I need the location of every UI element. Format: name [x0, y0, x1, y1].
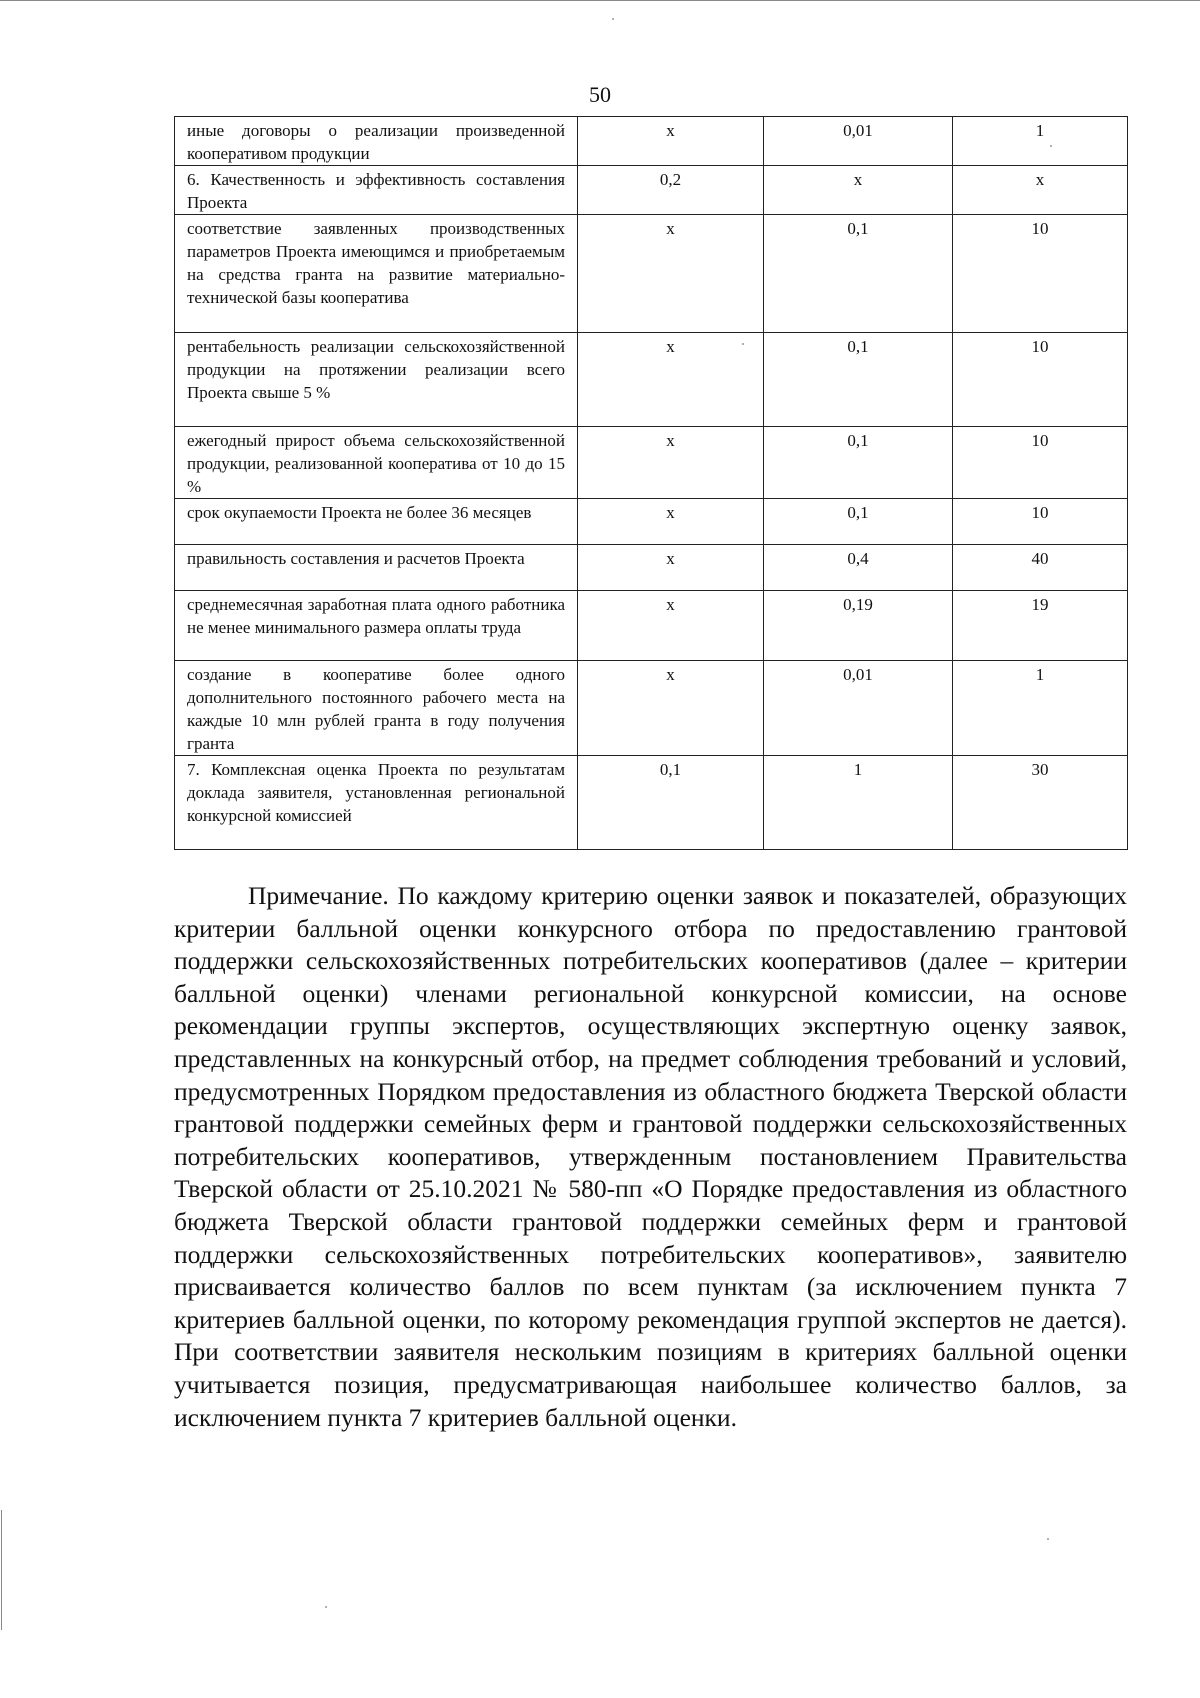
- weight-cell: 0,2: [578, 166, 764, 215]
- table-row: [175, 545, 1128, 591]
- weight-cell: 0,1: [578, 756, 764, 850]
- score-cell: 10: [953, 215, 1128, 333]
- weight-cell: x: [578, 591, 764, 661]
- table-row: [175, 591, 1128, 661]
- coefficient-cell: 0,1: [764, 499, 953, 545]
- scan-speck: [325, 1606, 327, 1608]
- scan-margin-line: [1, 1510, 2, 1630]
- table-row: [175, 117, 1128, 166]
- criterion-cell: соответствие заявленных производственных параметров Проекта имеющимся и приобретаемым на средства гранта на развитие материально-технической базы кооператива: [175, 215, 578, 333]
- criterion-cell: рентабельность реализации сельскохозяйственной продукции на протяжении реализации всего Проекта свыше 5 %: [175, 333, 578, 427]
- score-cell: 10: [953, 333, 1128, 427]
- coefficient-cell: 0,19: [764, 591, 953, 661]
- score-cell: 10: [953, 427, 1128, 499]
- weight-cell: x: [578, 117, 764, 166]
- scan-speck: [612, 18, 614, 20]
- weight-cell: x: [578, 499, 764, 545]
- scan-top-border: [0, 0, 1200, 1]
- score-cell: 40: [953, 545, 1128, 591]
- table-row: [175, 333, 1128, 427]
- weight-cell: x: [578, 333, 764, 427]
- criterion-cell: срок окупаемости Проекта не более 36 месяцев: [175, 499, 578, 545]
- table-row: [175, 166, 1128, 215]
- score-cell: 10: [953, 499, 1128, 545]
- coefficient-cell: 0,01: [764, 117, 953, 166]
- weight-cell: x: [578, 545, 764, 591]
- criteria-table: [174, 116, 1128, 850]
- score-cell: 30: [953, 756, 1128, 850]
- table-row: [175, 661, 1128, 756]
- coefficient-cell: 1: [764, 756, 953, 850]
- criterion-cell: правильность составления и расчетов Проекта: [175, 545, 578, 591]
- table-row: [175, 499, 1128, 545]
- score-cell: 1: [953, 661, 1128, 756]
- score-cell: 1: [953, 117, 1128, 166]
- page-number: 50: [589, 82, 611, 107]
- scan-speck: [1047, 1538, 1049, 1540]
- criterion-cell: 7. Комплексная оценка Проекта по результатам доклада заявителя, установленная региональной конкурсной комиссией: [175, 756, 578, 850]
- score-cell: x: [953, 166, 1128, 215]
- coefficient-cell: 0,4: [764, 545, 953, 591]
- coefficient-cell: 0,1: [764, 215, 953, 333]
- criterion-cell: создание в кооперативе более одного дополнительного постоянного рабочего места на каждые 10 млн рублей гранта в году получения гранта: [175, 661, 578, 756]
- weight-cell: x: [578, 661, 764, 756]
- coefficient-cell: x: [764, 166, 953, 215]
- coefficient-cell: 0,01: [764, 661, 953, 756]
- note-paragraph: Примечание. По каждому критерию оценки заявок и показателей, образующих критерии балльной оценки конкурсного отбора по предоставлению грантовой поддержки сельскохозяйственных потребительских кооперативов (далее – критерии балльной оценки) членами региональной конкурсной комиссии, на основе рекомендации группы экспертов, осуществляющих экспертную оценку заявок, представленных на конкурсный отбор, на предмет соблюдения требований и условий, предусмотренных Порядком предоставления из областного бюджета Тверской области грантовой поддержки семейных ферм и грантовой поддержки сельскохозяйственных потребительских кооперативов, утвержденным постановлением Правительства Тверской области от 25.10.2021 № 580-пп «О Порядке предоставления из областного бюджета Тверской области грантовой поддержки семейных ферм и грантовой поддержки сельскохозяйственных потребительских кооперативов», заявителю присваивается количество баллов по всем пунктам (за исключением пункта 7 критериев балльной оценки, по которому рекомендация группой экспертов не дается). При соответствии заявителя нескольким позициям в критериях балльной оценки учитывается позиция, предусматривающая наибольшее количество баллов, за исключением пункта 7 критериев балльной оценки.: [174, 881, 1127, 1432]
- criterion-cell: 6. Качественность и эффективность составления Проекта: [175, 166, 578, 215]
- criterion-cell: среднемесячная заработная плата одного работника не менее минимального размера оплаты труда: [175, 591, 578, 661]
- criterion-cell: иные договоры о реализации произведенной кооперативом продукции: [175, 117, 578, 166]
- score-cell: 19: [953, 591, 1128, 661]
- table-row: [175, 756, 1128, 850]
- table-row: [175, 427, 1128, 499]
- coefficient-cell: 0,1: [764, 427, 953, 499]
- table-row: [175, 215, 1128, 333]
- criterion-cell: ежегодный прирост объема сельскохозяйственной продукции, реализованной кооператива от 10 до 15 %: [175, 427, 578, 499]
- weight-cell: x: [578, 215, 764, 333]
- coefficient-cell: 0,1: [764, 333, 953, 427]
- weight-cell: x: [578, 427, 764, 499]
